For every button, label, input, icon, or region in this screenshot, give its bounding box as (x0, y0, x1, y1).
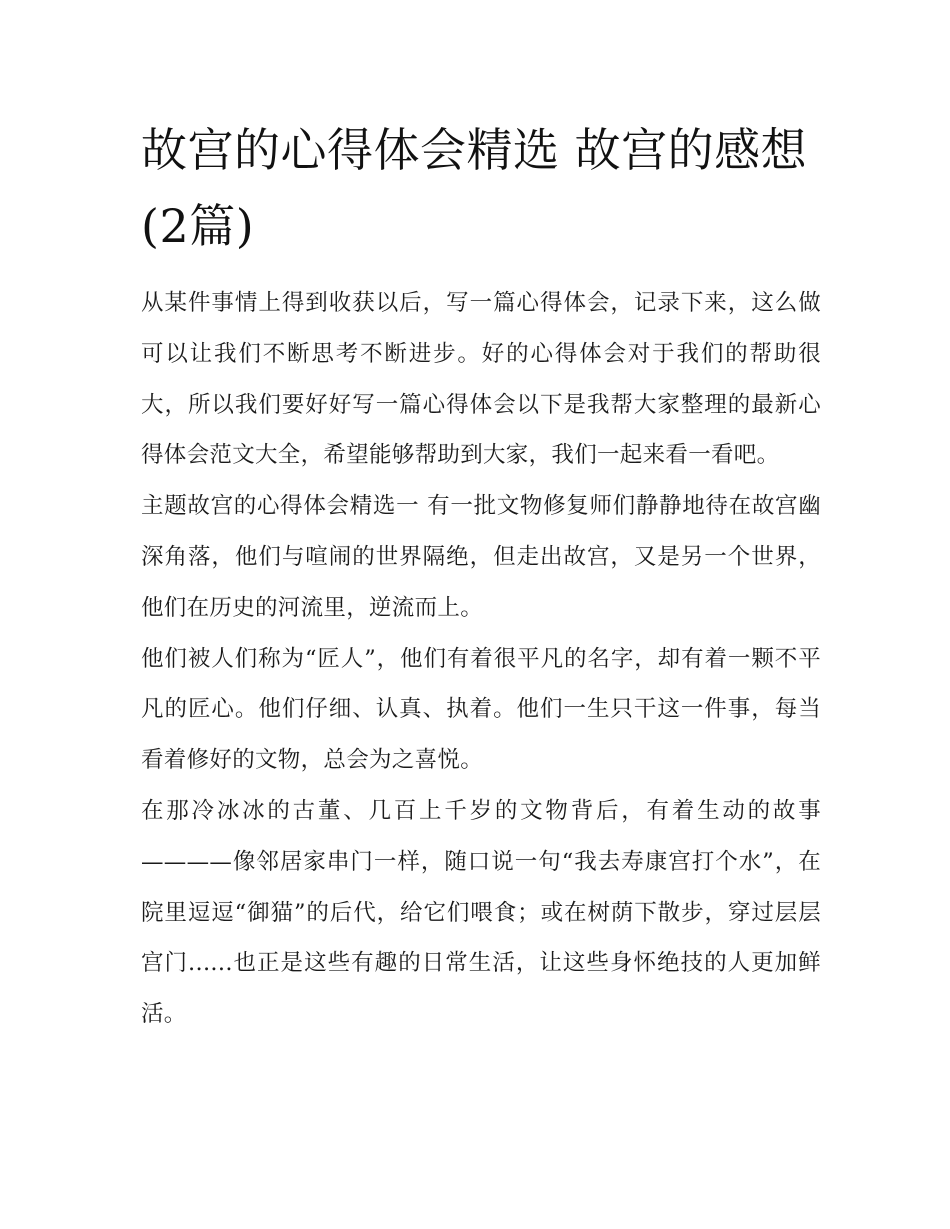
paragraph-intro: 从某件事情上得到收获以后，写一篇心得体会，记录下来，这么做可以让我们不断思考不断进步。好的心得体会对于我们的帮助很大，所以我们要好好写一篇心得体会以下是我帮大家整理的最新心得体会范文大全，希望能够帮助到大家，我们一起来看一看吧。 (141, 290, 821, 469)
document-body (141, 278, 821, 1040)
paragraph-daily-life: 在那冷冰冰的古董、几百上千岁的文物背后，有着生动的故事————像邻居家串门一样，随口说一句“我去寿康宫打个水”，在院里逗逗“御猫”的后代，给它们喂食；或在树荫下散步，穿过层层宫门......也正是这些有趣的日常生活，让这些身怀绝技的人更加鲜活。 (141, 797, 821, 1028)
document-title: 故宫的心得体会精选 故宫的感想(2篇) (141, 123, 808, 253)
document-page (141, 112, 821, 1040)
paragraph-craftsmen: 他们被人们称为“匠人”，他们有着很平凡的名字，却有着一颗不平凡的匠心。他们仔细、认真、执着。他们一生只干这一件事，每当看着修好的文物，总会为之喜悦。 (141, 645, 821, 774)
paragraph-topic-one: 主题故宫的心得体会精选一 有一批文物修复师们静静地待在故宫幽深角落，他们与喧闹的世界隔绝，但走出故宫，又是另一个世界，他们在历史的河流里，逆流而上。 (141, 493, 821, 621)
